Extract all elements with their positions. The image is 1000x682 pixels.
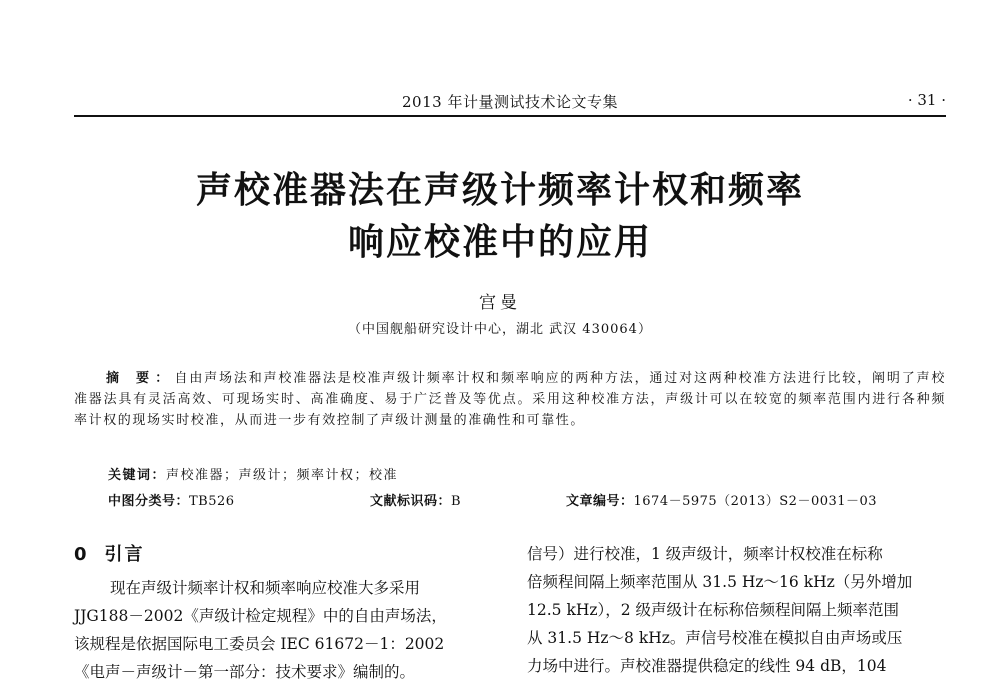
doc-code-value: B bbox=[451, 494, 462, 509]
clc-value: TB526 bbox=[189, 494, 235, 509]
clc-number bbox=[108, 490, 235, 509]
body-line: 12.5 kHz），2 级声级计在标称倍频程间隔上频率范围 bbox=[527, 601, 900, 619]
doc-code-label: 文献标识码： bbox=[370, 494, 452, 509]
body-line: 倍频程间隔上频率范围从 31.5 Hz～16 kHz（另外增加 bbox=[527, 573, 913, 591]
document-code bbox=[370, 490, 461, 509]
right-column bbox=[527, 540, 947, 680]
body-line: 从 31.5 Hz～8 kHz。声信号校准在模拟自由声场或压 bbox=[527, 629, 903, 647]
section-number: 0 bbox=[74, 544, 89, 565]
section-heading bbox=[74, 540, 145, 566]
body-line: 信号）进行校准，1 级声级计，频率计权校准在标称 bbox=[527, 545, 883, 563]
body-line: 该规程是依据国际电工委员会 IEC 61672－1：2002 bbox=[74, 635, 445, 653]
body-line: JJG188－2002《声级计检定规程》中的自由声场法， bbox=[74, 607, 447, 625]
clc-label: 中图分类号： bbox=[108, 494, 190, 509]
article-number-value: 1674－5975（2013）S2－0031－03 bbox=[633, 494, 878, 509]
page-number: · 31 · bbox=[907, 91, 946, 109]
keywords-label: 关键词： bbox=[108, 468, 167, 483]
keywords-text: 声校准器；声级计；频率计权；校准 bbox=[166, 468, 399, 483]
abstract-text: 自由声场法和声校准器法是校准声级计频率计权和频率响应的两种方法，通过对这两种校准方法进行比较，阐明了声校准器法具有灵活高效、可现场实时、高准确度、易于广泛普及等优点。采用这种校准方法，声级计可以在较宽的频率范围内进行各种频率计权的现场实时校准，从而进一步有效控制了声级计测量的准确性和可靠性。 bbox=[74, 371, 947, 428]
article-number bbox=[566, 490, 877, 509]
abstract-label: 摘 要： bbox=[106, 371, 175, 386]
paper-title-line-2: 响应校准中的应用 bbox=[347, 222, 652, 263]
section-title: 引言 bbox=[104, 544, 145, 565]
author-affiliation: （中国舰船研究设计中心，湖北 武汉 430064） bbox=[348, 322, 652, 337]
body-line: 现在声级计频率计权和频率响应校准大多采用 bbox=[110, 579, 421, 597]
left-column bbox=[74, 574, 504, 682]
author-name: 宫曼 bbox=[479, 293, 521, 313]
paper-title-line-1: 声校准器法在声级计频率计权和频率 bbox=[195, 170, 804, 211]
abstract bbox=[74, 368, 946, 431]
keywords bbox=[108, 464, 398, 483]
article-number-label: 文章编号： bbox=[566, 494, 634, 509]
running-header bbox=[74, 87, 946, 117]
body-line: 《电声－声级计－第一部分：技术要求》编制的。 bbox=[74, 663, 416, 681]
body-line: 力场中进行。声校准器提供稳定的线性 94 dB，104 bbox=[527, 657, 887, 675]
journal-title: 2013 年计量测试技术论文专集 bbox=[402, 93, 618, 111]
